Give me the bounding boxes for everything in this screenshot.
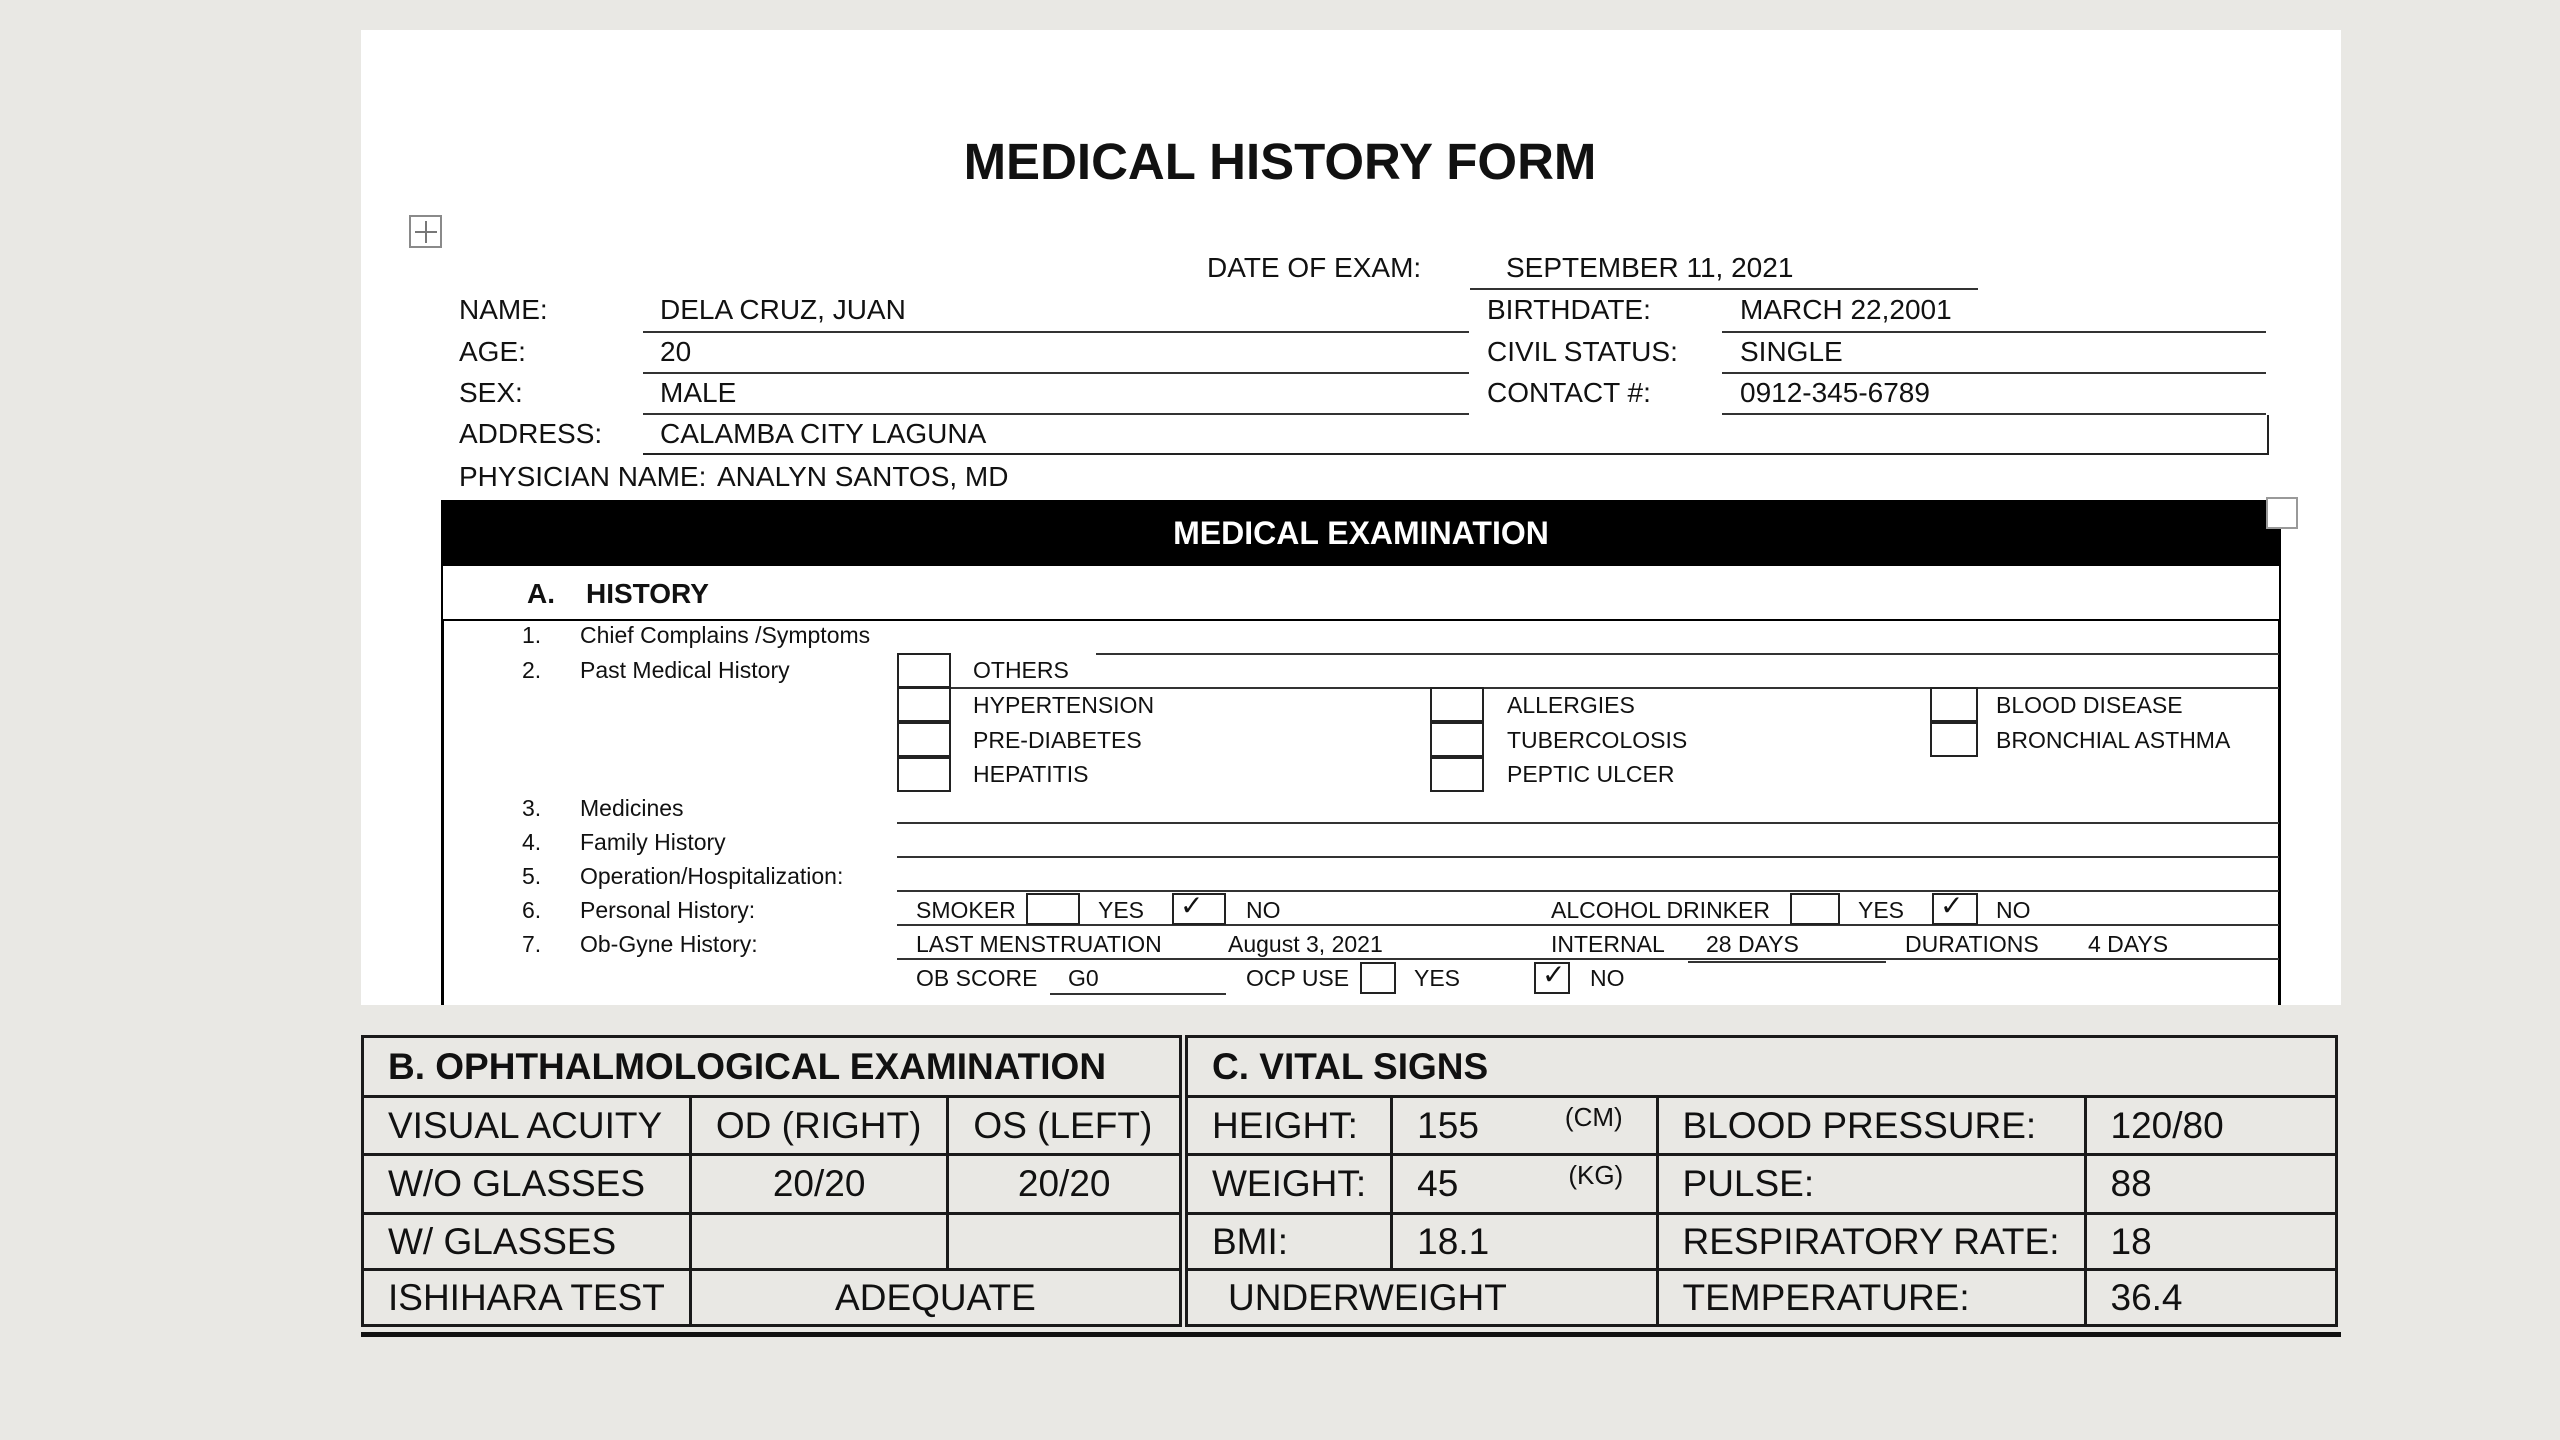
checkbox-others[interactable]: [897, 653, 951, 688]
history-right-border: [2278, 620, 2281, 1005]
checkbox-alcohol-no[interactable]: [1932, 889, 1978, 925]
ophthalmological-title: B. OPHTHALMOLOGICAL EXAMINATION: [363, 1037, 1181, 1097]
label-blood-disease: BLOOD DISEASE: [1996, 692, 2183, 718]
checkbox-hypertension[interactable]: [897, 687, 951, 722]
os-left-header: OS (LEFT): [948, 1097, 1181, 1155]
family-history-line: [897, 856, 2279, 858]
label-alcohol-no: NO: [1996, 897, 2031, 923]
history-left-border: [441, 620, 444, 1005]
w-glasses-label: W/ GLASSES: [363, 1214, 691, 1270]
label-allergies: ALLERGIES: [1507, 692, 1635, 718]
civil-status-value[interactable]: SINGLE: [1740, 336, 1843, 367]
label-alcohol-yes: YES: [1858, 897, 1905, 923]
checkbox-allergies[interactable]: [1430, 687, 1484, 722]
label-bronchial-asthma: BRONCHIAL ASTHMA: [1996, 727, 2231, 753]
physician-value[interactable]: ANALYN SANTOS, MD: [717, 461, 1009, 492]
item-number: 2.: [522, 657, 542, 683]
temperature-value[interactable]: 36.4: [2085, 1270, 2337, 1326]
ishihara-label: ISHIHARA TEST: [363, 1270, 691, 1326]
sex-value[interactable]: MALE: [660, 377, 737, 408]
value-last-menstruation[interactable]: August 3, 2021: [1228, 931, 1383, 957]
height-value: 155: [1417, 1104, 1479, 1146]
operation-line: [897, 890, 2279, 892]
ophthalmological-table: [361, 1035, 1182, 1327]
checkbox-smoker-yes[interactable]: [1026, 893, 1080, 925]
item-past-medical-history: Past Medical History: [580, 657, 790, 683]
age-label: AGE:: [459, 336, 526, 367]
pulse-label: PULSE:: [1657, 1155, 2085, 1214]
contact-label: CONTACT #:: [1487, 377, 1651, 408]
birthdate-label: BIRTHDATE:: [1487, 294, 1651, 325]
item-number: 1.: [522, 622, 542, 648]
checkbox-tuberculosis[interactable]: [1430, 722, 1484, 757]
label-prediabetes: PRE-DIABETES: [973, 727, 1142, 753]
wo-glasses-os[interactable]: 20/20: [948, 1155, 1181, 1214]
label-last-menstruation: LAST MENSTRUATION: [916, 931, 1162, 957]
od-right-header: OD (RIGHT): [690, 1097, 948, 1155]
blood-pressure-value[interactable]: 120/80: [2085, 1097, 2337, 1155]
item-personal-history: Personal History:: [580, 897, 756, 923]
label-smoker-yes: YES: [1098, 897, 1145, 923]
date-underline: [1470, 288, 1978, 290]
checkbox-blood-disease[interactable]: [1930, 687, 1978, 722]
item-number: 3.: [522, 795, 542, 821]
address-value[interactable]: CALAMBA CITY LAGUNA: [660, 418, 987, 449]
item-chief-complaints: Chief Complains /Symptoms: [580, 622, 871, 648]
item-operation: Operation/Hospitalization:: [580, 863, 844, 889]
medicines-line: [897, 822, 2279, 824]
label-ocp-no: NO: [1590, 965, 1625, 991]
checkbox-alcohol-yes[interactable]: [1790, 893, 1840, 925]
temperature-label: TEMPERATURE:: [1657, 1270, 2085, 1326]
respiratory-rate-label: RESPIRATORY RATE:: [1657, 1214, 2085, 1270]
birthdate-value[interactable]: MARCH 22,2001: [1740, 294, 1952, 325]
physician-label: PHYSICIAN NAME:: [459, 461, 707, 492]
address-label: ADDRESS:: [459, 418, 603, 449]
check-mark-icon: ✓: [1180, 889, 1204, 922]
blood-pressure-label: BLOOD PRESSURE:: [1657, 1097, 2085, 1155]
checkbox-ocp-yes[interactable]: [1360, 962, 1396, 994]
date-of-exam-value[interactable]: SEPTEMBER 11, 2021: [1506, 252, 1794, 283]
weight-label: WEIGHT:: [1187, 1155, 1392, 1214]
label-peptic-ulcer: PEPTIC ULCER: [1507, 761, 1675, 787]
label-tuberculosis: TUBERCOLOSIS: [1507, 727, 1688, 753]
name-underline: [643, 331, 1469, 333]
wo-glasses-label: W/O GLASSES: [363, 1155, 691, 1214]
value-ob-score[interactable]: G0: [1068, 965, 1099, 991]
ishihara-result[interactable]: ADEQUATE: [690, 1270, 1180, 1326]
item-obgyne-history: Ob-Gyne History:: [580, 931, 758, 957]
item-number: 4.: [522, 829, 542, 855]
item-number: 6.: [522, 897, 542, 923]
checkbox-smoker-no[interactable]: [1172, 889, 1226, 925]
bmi-value[interactable]: 18.1: [1392, 1214, 1657, 1270]
value-durations[interactable]: 4 DAYS: [2088, 931, 2169, 957]
vital-signs-title: C. VITAL SIGNS: [1187, 1037, 2337, 1097]
name-value[interactable]: DELA CRUZ, JUAN: [660, 294, 906, 325]
history-title: HISTORY: [586, 578, 709, 609]
label-others: OTHERS: [973, 657, 1069, 683]
item-family-history: Family History: [580, 829, 726, 855]
height-unit: (CM): [1564, 1101, 1623, 1132]
contact-value[interactable]: 0912-345-6789: [1740, 377, 1930, 408]
check-mark-icon: ✓: [1940, 889, 1964, 922]
weight-value: 45: [1417, 1163, 1459, 1204]
label-alcohol-drinker: ALCOHOL DRINKER: [1551, 897, 1770, 923]
conditions-row-line: [897, 687, 2279, 689]
table-move-handle-icon[interactable]: [409, 215, 442, 248]
sex-label: SEX:: [459, 377, 523, 408]
wo-glasses-od[interactable]: 20/20: [690, 1155, 948, 1214]
w-glasses-os[interactable]: [948, 1214, 1181, 1270]
label-smoker: SMOKER: [916, 897, 1016, 923]
personal-history-line: [897, 924, 2279, 926]
age-value[interactable]: 20: [660, 336, 692, 367]
label-smoker-no: NO: [1246, 897, 1281, 923]
checkbox-peptic-ulcer[interactable]: [1430, 757, 1484, 792]
date-of-exam-label: DATE OF EXAM:: [1207, 252, 1422, 283]
table-resize-handle[interactable]: [2266, 497, 2298, 529]
civil-status-underline: [1722, 372, 2266, 374]
check-mark-icon: ✓: [1542, 958, 1566, 991]
label-ocp-yes: YES: [1414, 965, 1461, 991]
others-line: [1096, 653, 2279, 655]
visual-acuity-header: VISUAL ACUITY: [363, 1097, 691, 1155]
form-title: MEDICAL HISTORY FORM: [963, 133, 1597, 190]
checkbox-prediabetes[interactable]: [897, 722, 951, 757]
checkbox-hepatitis[interactable]: [897, 757, 951, 792]
page-bottom-rule: [361, 1332, 2341, 1337]
pulse-value[interactable]: 88: [2085, 1155, 2337, 1214]
label-hepatitis: HEPATITIS: [973, 761, 1089, 787]
label-ocp-use: OCP USE: [1246, 965, 1350, 991]
age-underline: [643, 372, 1469, 374]
history-letter: A.: [527, 578, 555, 609]
birthdate-underline: [1722, 331, 2266, 333]
medical-examination-header: MEDICAL EXAMINATION: [441, 500, 2281, 566]
label-internal: INTERNAL: [1551, 931, 1665, 957]
weight-cell[interactable]: [1392, 1155, 1657, 1214]
w-glasses-od[interactable]: [690, 1214, 948, 1270]
height-cell[interactable]: [1392, 1097, 1657, 1155]
checkbox-ocp-no[interactable]: [1534, 958, 1570, 994]
bmi-label: BMI:: [1187, 1214, 1392, 1270]
value-internal[interactable]: 28 DAYS: [1706, 931, 1799, 957]
respiratory-rate-value[interactable]: 18: [2085, 1214, 2337, 1270]
item-medicines: Medicines: [580, 795, 684, 821]
ob-score-underline: [1050, 993, 1226, 995]
item-number: 7.: [522, 931, 542, 957]
internal-underline: [1688, 961, 1886, 963]
checkbox-bronchial-asthma[interactable]: [1930, 722, 1978, 757]
civil-status-label: CIVIL STATUS:: [1487, 336, 1678, 367]
obgyne-line: [897, 958, 2279, 960]
history-header: [441, 566, 2281, 621]
label-hypertension: HYPERTENSION: [973, 692, 1155, 718]
vital-signs-table: [1185, 1035, 2338, 1327]
label-ob-score: OB SCORE: [916, 965, 1038, 991]
name-label: NAME:: [459, 294, 548, 325]
bmi-classification[interactable]: UNDERWEIGHT: [1187, 1270, 1658, 1326]
contact-underline: [1722, 413, 2266, 415]
weight-unit: (KG): [1568, 1160, 1624, 1190]
label-durations: DURATIONS: [1905, 931, 2039, 957]
item-number: 5.: [522, 863, 542, 889]
height-label: HEIGHT:: [1187, 1097, 1392, 1155]
